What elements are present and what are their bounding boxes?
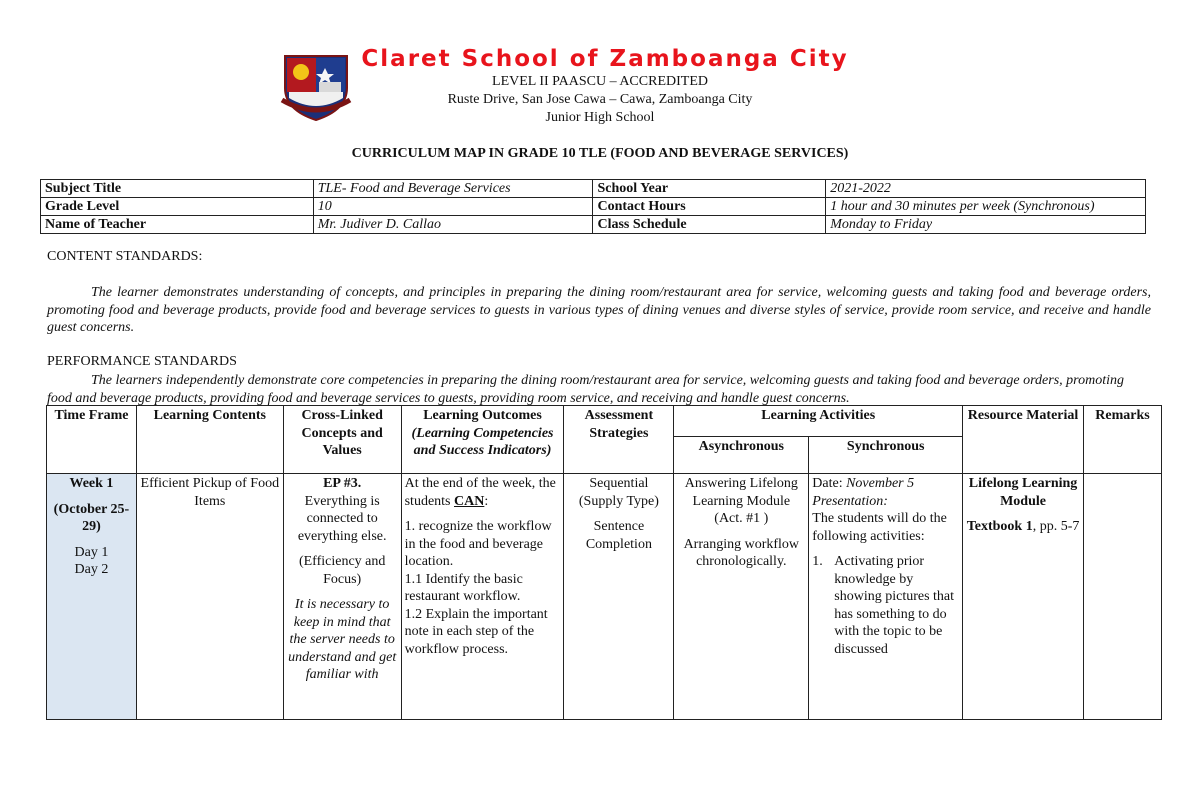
- teacher-label: Name of Teacher: [41, 216, 314, 234]
- learning-outcomes-title: Learning Outcomes: [423, 408, 542, 423]
- time-frame-header: Time Frame: [47, 406, 137, 474]
- sync-list-item: [812, 553, 959, 658]
- contact-hours-label: Contact Hours: [593, 198, 826, 216]
- class-schedule-value: Monday to Friday: [826, 216, 1146, 234]
- cross-linked-cell: [283, 474, 401, 720]
- day-1: Day 1: [74, 544, 109, 560]
- teacher-value: Mr. Judiver D. Callao: [313, 216, 593, 234]
- performance-standards-title: PERFORMANCE STANDARDS: [47, 354, 237, 369]
- remarks-cell: [1083, 474, 1161, 720]
- week-label: Week 1: [69, 476, 114, 491]
- subject-info-table: [40, 179, 1146, 234]
- time-frame-cell: [47, 474, 137, 720]
- remarks-header: Remarks: [1083, 406, 1161, 474]
- ep-note: It is necessary to keep in mind that the server needs to understand and get familiar with: [288, 597, 397, 682]
- learning-contents-cell: Efficient Pickup of Food Items: [136, 474, 283, 720]
- ep-number: EP #3.: [323, 476, 362, 491]
- info-row: [41, 198, 1146, 216]
- sync-item-text: Activating prior knowledge by showing pictures that has something to do with the topic to be discussed: [834, 554, 955, 657]
- contact-hours-value: 1 hour and 30 minutes per week (Synchronous): [826, 198, 1146, 216]
- ep-text: Everything is connected to everything else.: [297, 493, 387, 544]
- week-dates: (October 25-29): [53, 501, 130, 534]
- outcome-intro: At the end of the week, the students CAN:: [404, 476, 556, 509]
- table-row: [47, 474, 1162, 720]
- learning-outcomes-header: [401, 406, 564, 474]
- subject-title-value: TLE- Food and Beverage Services: [313, 180, 593, 198]
- resource-cell: [963, 474, 1084, 720]
- school-name: Claret School of Zamboanga City: [361, 46, 849, 72]
- class-schedule-label: Class Schedule: [593, 216, 826, 234]
- async-activity-2: Arranging workflow chronologically.: [683, 536, 800, 569]
- async-activity-1: Answering Lifelong Learning Module (Act. #1 ): [684, 476, 798, 526]
- synchronous-header: Synchronous: [809, 437, 963, 474]
- subject-title-label: Subject Title: [41, 180, 314, 198]
- sync-intro: The students will do the following activities:: [812, 511, 947, 544]
- resource-module: Lifelong Learning Module: [968, 476, 1078, 509]
- info-row: [41, 180, 1146, 198]
- ep-values: (Efficiency and Focus): [298, 554, 386, 587]
- resource-textbook: Textbook 1, pp. 5-7: [966, 519, 1080, 534]
- assessment-cell: [564, 474, 674, 720]
- learning-outcomes-subtitle: (Learning Competencies and Success Indicators): [411, 425, 554, 458]
- grade-level-label: Grade Level: [41, 198, 314, 216]
- sync-date: Date: November 5: [812, 476, 915, 491]
- school-year-value: 2021-2022: [826, 180, 1146, 198]
- assessment-1: Sequential (Supply Type): [578, 476, 659, 509]
- outcome-1-2: 1.2 Explain the important note in each step of the workflow process.: [404, 606, 548, 657]
- assessment-2: Sentence Completion: [585, 519, 652, 552]
- grade-level-value: 10: [313, 198, 593, 216]
- learning-contents-header: Learning Contents: [136, 406, 283, 474]
- synchronous-cell: [809, 474, 963, 720]
- curriculum-map-table: [46, 405, 1162, 720]
- cross-linked-header: Cross-Linked Concepts and Values: [283, 406, 401, 474]
- assessment-header: Assessment Strategies: [564, 406, 674, 474]
- learning-activities-header: Learning Activities: [674, 406, 963, 437]
- header-row: [47, 406, 1162, 437]
- department-line: Junior High School: [545, 110, 655, 125]
- outcome-1: 1. recognize the workflow in the food and beverage location.: [404, 519, 552, 569]
- sync-presentation: Presentation:: [812, 493, 888, 509]
- resource-header: Resource Material: [963, 406, 1084, 474]
- content-standards-text: The learner demonstrates understanding of concepts, and principles in preparing the dining room/restaurant area for service, welcoming guests and taking food and beverage orders, promoting food and beverage products, provide food and beverage services to guests in various types of dining venues and diverse styles of service, provide room service, and receive and handle guest concerns.: [47, 285, 1151, 335]
- day-2: Day 2: [74, 562, 109, 577]
- sync-item-number: 1.: [812, 554, 823, 569]
- learning-outcomes-cell: [401, 474, 564, 720]
- address-line: Ruste Drive, San Jose Cawa – Cawa, Zamboanga City: [447, 92, 753, 107]
- outcome-can: CAN: [454, 493, 485, 509]
- content-standards-title: CONTENT STANDARDS:: [47, 249, 203, 264]
- outcome-1-1: 1.1 Identify the basic restaurant workflow.: [404, 571, 523, 604]
- asynchronous-header: Asynchronous: [674, 437, 809, 474]
- asynchronous-cell: [674, 474, 809, 720]
- document-title: CURRICULUM MAP IN GRADE 10 TLE (FOOD AND BEVERAGE SERVICES): [351, 146, 849, 161]
- info-row: [41, 216, 1146, 234]
- performance-standards-text: The learners independently demonstrate core competencies in preparing the dining room/restaurant area for service, welcoming guests and taking food and beverage orders, promoting food and beverage products, providing food and beverage services to guests, providing room service, and receiving and handle guest concerns.: [47, 373, 1124, 405]
- school-year-label: School Year: [593, 180, 826, 198]
- accreditation-line: LEVEL II PAASCU – ACCREDITED: [492, 74, 708, 89]
